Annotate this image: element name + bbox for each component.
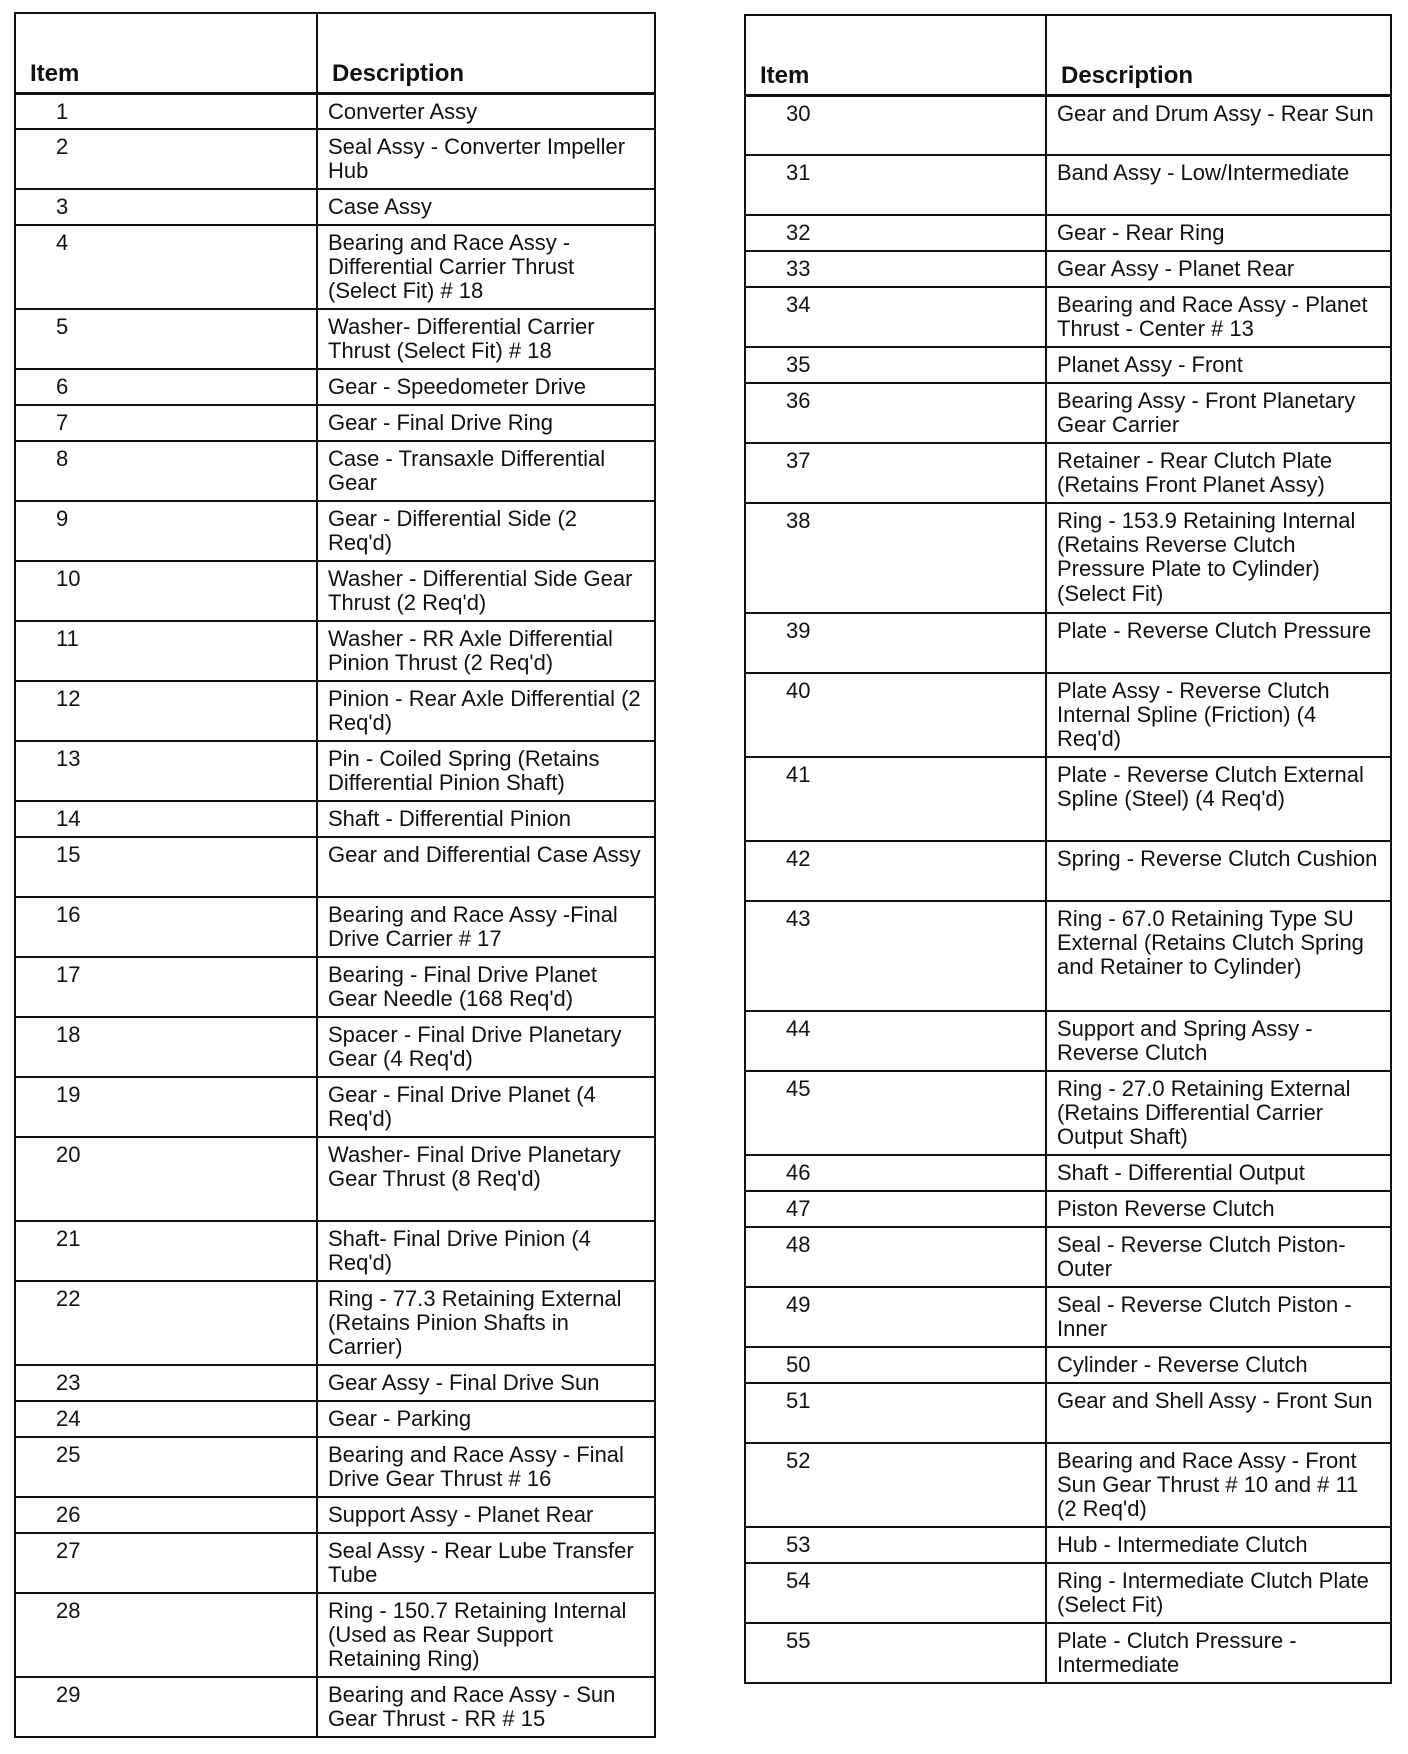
item-number: 51 [745,1383,1046,1443]
item-description: Case - Transaxle Differential Gear [317,441,655,501]
table-row [15,1533,655,1593]
table-row [15,93,655,129]
table-row [15,801,655,837]
item-description: Gear - Speedometer Drive [317,369,655,405]
table-row [745,1287,1391,1347]
item-description: Piston Reverse Clutch [1046,1191,1391,1227]
table-row [745,287,1391,347]
item-description: Bearing and Race Assy - Differential Carrier Thrust (Select Fit) # 18 [317,225,655,309]
item-description: Converter Assy [317,93,655,129]
table-row [15,225,655,309]
table-row [15,1017,655,1077]
item-number: 20 [15,1137,317,1221]
item-description: Plate - Reverse Clutch External Spline (Steel) (4 Req'd) [1046,757,1391,841]
item-description: Washer- Differential Carrier Thrust (Select Fit) # 18 [317,309,655,369]
item-description: Washer - Differential Side Gear Thrust (2 Req'd) [317,561,655,621]
item-number: 48 [745,1227,1046,1287]
item-number: 22 [15,1281,317,1365]
item-description: Ring - 77.3 Retaining External (Retains Pinion Shafts in Carrier) [317,1281,655,1365]
table-row [745,1191,1391,1227]
item-description: Bearing and Race Assy - Planet Thrust - Center # 13 [1046,287,1391,347]
table-row [745,215,1391,251]
table-row [745,95,1391,155]
item-description: Support and Spring Assy - Reverse Clutch [1046,1011,1391,1071]
table-row [745,1443,1391,1527]
item-description: Plate - Clutch Pressure - Intermediate [1046,1623,1391,1683]
item-description: Shaft - Differential Output [1046,1155,1391,1191]
item-description: Pin - Coiled Spring (Retains Differential Pinion Shaft) [317,741,655,801]
table-row [15,405,655,441]
table-row [15,1497,655,1533]
item-number: 15 [15,837,317,897]
item-number: 9 [15,501,317,561]
item-description: Bearing Assy - Front Planetary Gear Carrier [1046,383,1391,443]
table-row [15,441,655,501]
item-number: 27 [15,1533,317,1593]
item-description: Bearing and Race Assy - Sun Gear Thrust - RR # 15 [317,1677,655,1737]
table-row [15,837,655,897]
item-number: 44 [745,1011,1046,1071]
description-column-header: Description [317,13,655,93]
table-row [745,251,1391,287]
table-row [15,1401,655,1437]
table-row [745,1527,1391,1563]
item-description: Gear - Final Drive Planet (4 Req'd) [317,1077,655,1137]
item-description: Gear and Shell Assy - Front Sun [1046,1383,1391,1443]
item-number: 38 [745,503,1046,613]
item-column-header: Item [15,13,317,93]
item-number: 29 [15,1677,317,1737]
item-number: 7 [15,405,317,441]
item-description: Cylinder - Reverse Clutch [1046,1347,1391,1383]
table-row [745,347,1391,383]
table-row [15,129,655,189]
item-number: 33 [745,251,1046,287]
table-row [15,1593,655,1677]
item-column-header: Item [745,15,1046,95]
item-description: Washer - RR Axle Differential Pinion Thrust (2 Req'd) [317,621,655,681]
item-number: 25 [15,1437,317,1497]
parts-table-left [14,12,656,1738]
item-number: 18 [15,1017,317,1077]
item-description: Pinion - Rear Axle Differential (2 Req'd) [317,681,655,741]
item-description: Seal - Reverse Clutch Piston - Inner [1046,1287,1391,1347]
item-number: 34 [745,287,1046,347]
table-row [15,957,655,1017]
table-row [745,1563,1391,1623]
item-description: Retainer - Rear Clutch Plate (Retains Front Planet Assy) [1046,443,1391,503]
item-description: Washer- Final Drive Planetary Gear Thrust (8 Req'd) [317,1137,655,1221]
item-number: 54 [745,1563,1046,1623]
item-description: Plate Assy - Reverse Clutch Internal Spline (Friction) (4 Req'd) [1046,673,1391,757]
item-number: 55 [745,1623,1046,1683]
item-description: Shaft- Final Drive Pinion (4 Req'd) [317,1221,655,1281]
table-row [15,309,655,369]
item-description: Spring - Reverse Clutch Cushion [1046,841,1391,901]
item-number: 16 [15,897,317,957]
item-description: Gear Assy - Final Drive Sun [317,1365,655,1401]
item-number: 30 [745,95,1046,155]
item-number: 45 [745,1071,1046,1155]
table-row [15,1437,655,1497]
item-number: 21 [15,1221,317,1281]
parts-list-right [745,95,1391,1683]
table-row [745,1347,1391,1383]
item-number: 47 [745,1191,1046,1227]
table-header-row [15,13,655,93]
item-description: Bearing - Final Drive Planet Gear Needle (168 Req'd) [317,957,655,1017]
item-number: 26 [15,1497,317,1533]
table-row [15,741,655,801]
item-number: 8 [15,441,317,501]
item-number: 3 [15,189,317,225]
item-number: 36 [745,383,1046,443]
description-column-header: Description [1046,15,1391,95]
item-description: Shaft - Differential Pinion [317,801,655,837]
item-description: Ring - 27.0 Retaining External (Retains Differential Carrier Output Shaft) [1046,1071,1391,1155]
item-description: Band Assy - Low/Intermediate [1046,155,1391,215]
table-row [15,1365,655,1401]
table-row [15,189,655,225]
table-row [15,1677,655,1737]
table-row [745,841,1391,901]
item-description: Case Assy [317,189,655,225]
item-description: Gear - Rear Ring [1046,215,1391,251]
item-description: Ring - 67.0 Retaining Type SU External (Retains Clutch Spring and Retainer to Cylinder) [1046,901,1391,1011]
item-description: Ring - 150.7 Retaining Internal (Used as Rear Support Retaining Ring) [317,1593,655,1677]
item-description: Ring - 153.9 Retaining Internal (Retains Reverse Clutch Pressure Plate to Cylinder) (Select Fit) [1046,503,1391,613]
table-row [745,443,1391,503]
table-row [745,757,1391,841]
parts-list-left [15,93,655,1737]
item-number: 19 [15,1077,317,1137]
table-row [15,1221,655,1281]
item-number: 11 [15,621,317,681]
item-number: 10 [15,561,317,621]
table-row [15,1077,655,1137]
table-row [745,503,1391,613]
item-description: Seal - Reverse Clutch Piston- Outer [1046,1227,1391,1287]
item-number: 2 [15,129,317,189]
item-number: 6 [15,369,317,405]
item-number: 52 [745,1443,1046,1527]
item-description: Gear - Final Drive Ring [317,405,655,441]
table-row [745,383,1391,443]
item-description: Hub - Intermediate Clutch [1046,1527,1391,1563]
item-number: 35 [745,347,1046,383]
item-number: 1 [15,93,317,129]
item-description: Gear and Drum Assy - Rear Sun [1046,95,1391,155]
table-row [15,621,655,681]
item-description: Seal Assy - Converter Impeller Hub [317,129,655,189]
item-description: Gear Assy - Planet Rear [1046,251,1391,287]
table-row [745,901,1391,1011]
item-description: Gear - Parking [317,1401,655,1437]
parts-table-right [744,14,1392,1684]
table-row [745,1227,1391,1287]
item-number: 42 [745,841,1046,901]
table-row [745,613,1391,673]
item-description: Gear and Differential Case Assy [317,837,655,897]
item-number: 39 [745,613,1046,673]
table-row [745,673,1391,757]
table-row [745,1071,1391,1155]
item-number: 28 [15,1593,317,1677]
item-number: 41 [745,757,1046,841]
table-row [745,1155,1391,1191]
item-description: Support Assy - Planet Rear [317,1497,655,1533]
item-number: 49 [745,1287,1046,1347]
table-row [15,369,655,405]
item-number: 5 [15,309,317,369]
item-description: Seal Assy - Rear Lube Transfer Tube [317,1533,655,1593]
table-row [745,1011,1391,1071]
item-number: 46 [745,1155,1046,1191]
item-number: 40 [745,673,1046,757]
table-header-row [745,15,1391,95]
item-number: 17 [15,957,317,1017]
item-number: 12 [15,681,317,741]
item-description: Plate - Reverse Clutch Pressure [1046,613,1391,673]
item-number: 53 [745,1527,1046,1563]
item-description: Gear - Differential Side (2 Req'd) [317,501,655,561]
item-number: 4 [15,225,317,309]
item-number: 24 [15,1401,317,1437]
table-row [15,1137,655,1221]
item-number: 31 [745,155,1046,215]
table-row [15,501,655,561]
item-number: 32 [745,215,1046,251]
item-description: Planet Assy - Front [1046,347,1391,383]
table-row [15,1281,655,1365]
item-description: Bearing and Race Assy - Final Drive Gear Thrust # 16 [317,1437,655,1497]
table-row [745,1383,1391,1443]
item-number: 14 [15,801,317,837]
table-row [15,681,655,741]
item-description: Bearing and Race Assy - Front Sun Gear Thrust # 10 and # 11 (2 Req'd) [1046,1443,1391,1527]
item-number: 23 [15,1365,317,1401]
item-description: Ring - Intermediate Clutch Plate (Select Fit) [1046,1563,1391,1623]
item-description: Bearing and Race Assy -Final Drive Carrier # 17 [317,897,655,957]
item-number: 43 [745,901,1046,1011]
table-row [15,561,655,621]
item-number: 50 [745,1347,1046,1383]
table-row [15,897,655,957]
item-number: 13 [15,741,317,801]
table-row [745,155,1391,215]
table-row [745,1623,1391,1683]
item-number: 37 [745,443,1046,503]
item-description: Spacer - Final Drive Planetary Gear (4 Req'd) [317,1017,655,1077]
